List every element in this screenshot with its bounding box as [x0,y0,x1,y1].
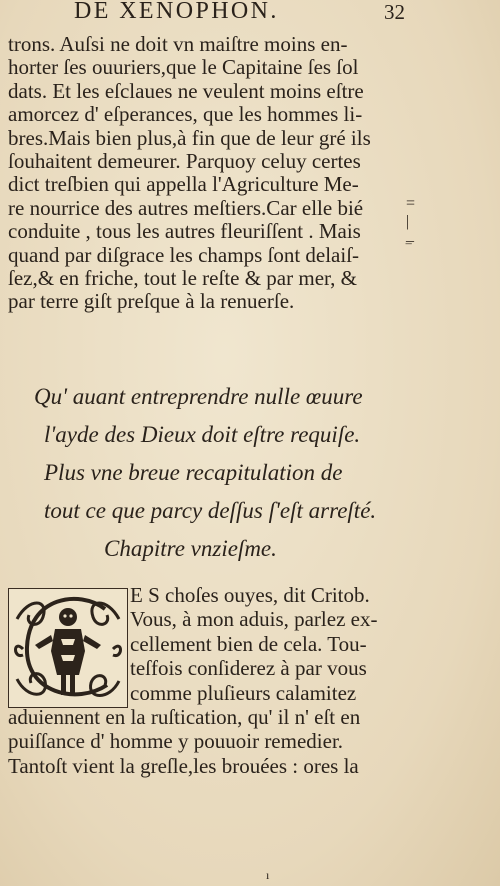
margin-mark: = [406,195,416,212]
page-number: 32 [384,0,405,24]
text-line: comme pluſieurs calamitez [130,680,357,705]
text-line: dats. Et les eſclaues ne veulent moins eſtre [8,78,364,103]
text-line: quand par diſgrace les champs ſont delaiſ- [8,242,360,267]
running-head: DE XENOPHON. [74,0,279,24]
text-line: teſfois conſiderez à par vous [130,656,367,681]
text-line: bres.Mais bien plus,à fin que de leur gré ils [8,125,371,150]
heading-line: tout ce que parcy deſſus ſ'eſt arreſté. [44,498,377,523]
margin-mark: ‾ [406,243,412,260]
text-line: dict treſbien qui appella l'Agriculture Me- [8,172,359,197]
text-line: Vous, à mon aduis, parlez ex- [130,607,378,632]
ornament-icon [9,589,127,707]
heading-line: Plus vne breue recapitulation de [44,460,343,485]
text-line: conduite , tous les autres fleuriſſent . Mais [8,219,361,244]
heading-line: l'ayde des Dieux doit eſtre requiſe. [44,422,361,447]
text-line: horter ſes ouuriers,que le Capitaine ſes ſol [8,55,359,80]
text-line: trons. Auſsi ne doit vn maiſtre moins en- [8,32,348,56]
text-line: aduiennent en la ruſtication, qu' il n' eſt en [8,705,361,729]
ornamental-initial [8,588,128,708]
page-header [60,0,480,26]
chapter-number: Chapitre vnzieſme. [104,536,277,561]
text-line: par terre giſt preſque à la renuerſe. [8,289,295,314]
text-line: cellement bien de cela. Tou- [130,631,367,656]
text-line: ſez,& en friche, tout le reſte & par mer, & [8,265,358,290]
chapter-heading [0,378,440,568]
paragraph-1 [8,33,408,314]
text-line: E S choſes ouyes, dit Critob. [130,583,370,607]
heading-line: Qu' auant entreprendre nulle œuure [34,384,363,409]
text-line: puiſſance d' homme y pouuoir remedier. [8,729,344,754]
paragraph-2-beside-initial [130,583,420,705]
text-line: re nourrice des autres meſtiers.Car elle bié [8,195,364,220]
margin-mark: | [406,213,410,230]
text-line: amorcez d' eſperances, que les hommes li- [8,102,363,127]
margin-mark: _ [406,227,414,244]
page-edge-mark: ı [266,868,270,882]
paragraph-2-continued [8,705,408,778]
text-line: ſouhaitent demeurer. Parquoy celuy certes [8,148,361,173]
text-line: Tantoſt vient la greſle,les brouées : ores la [8,753,359,778]
